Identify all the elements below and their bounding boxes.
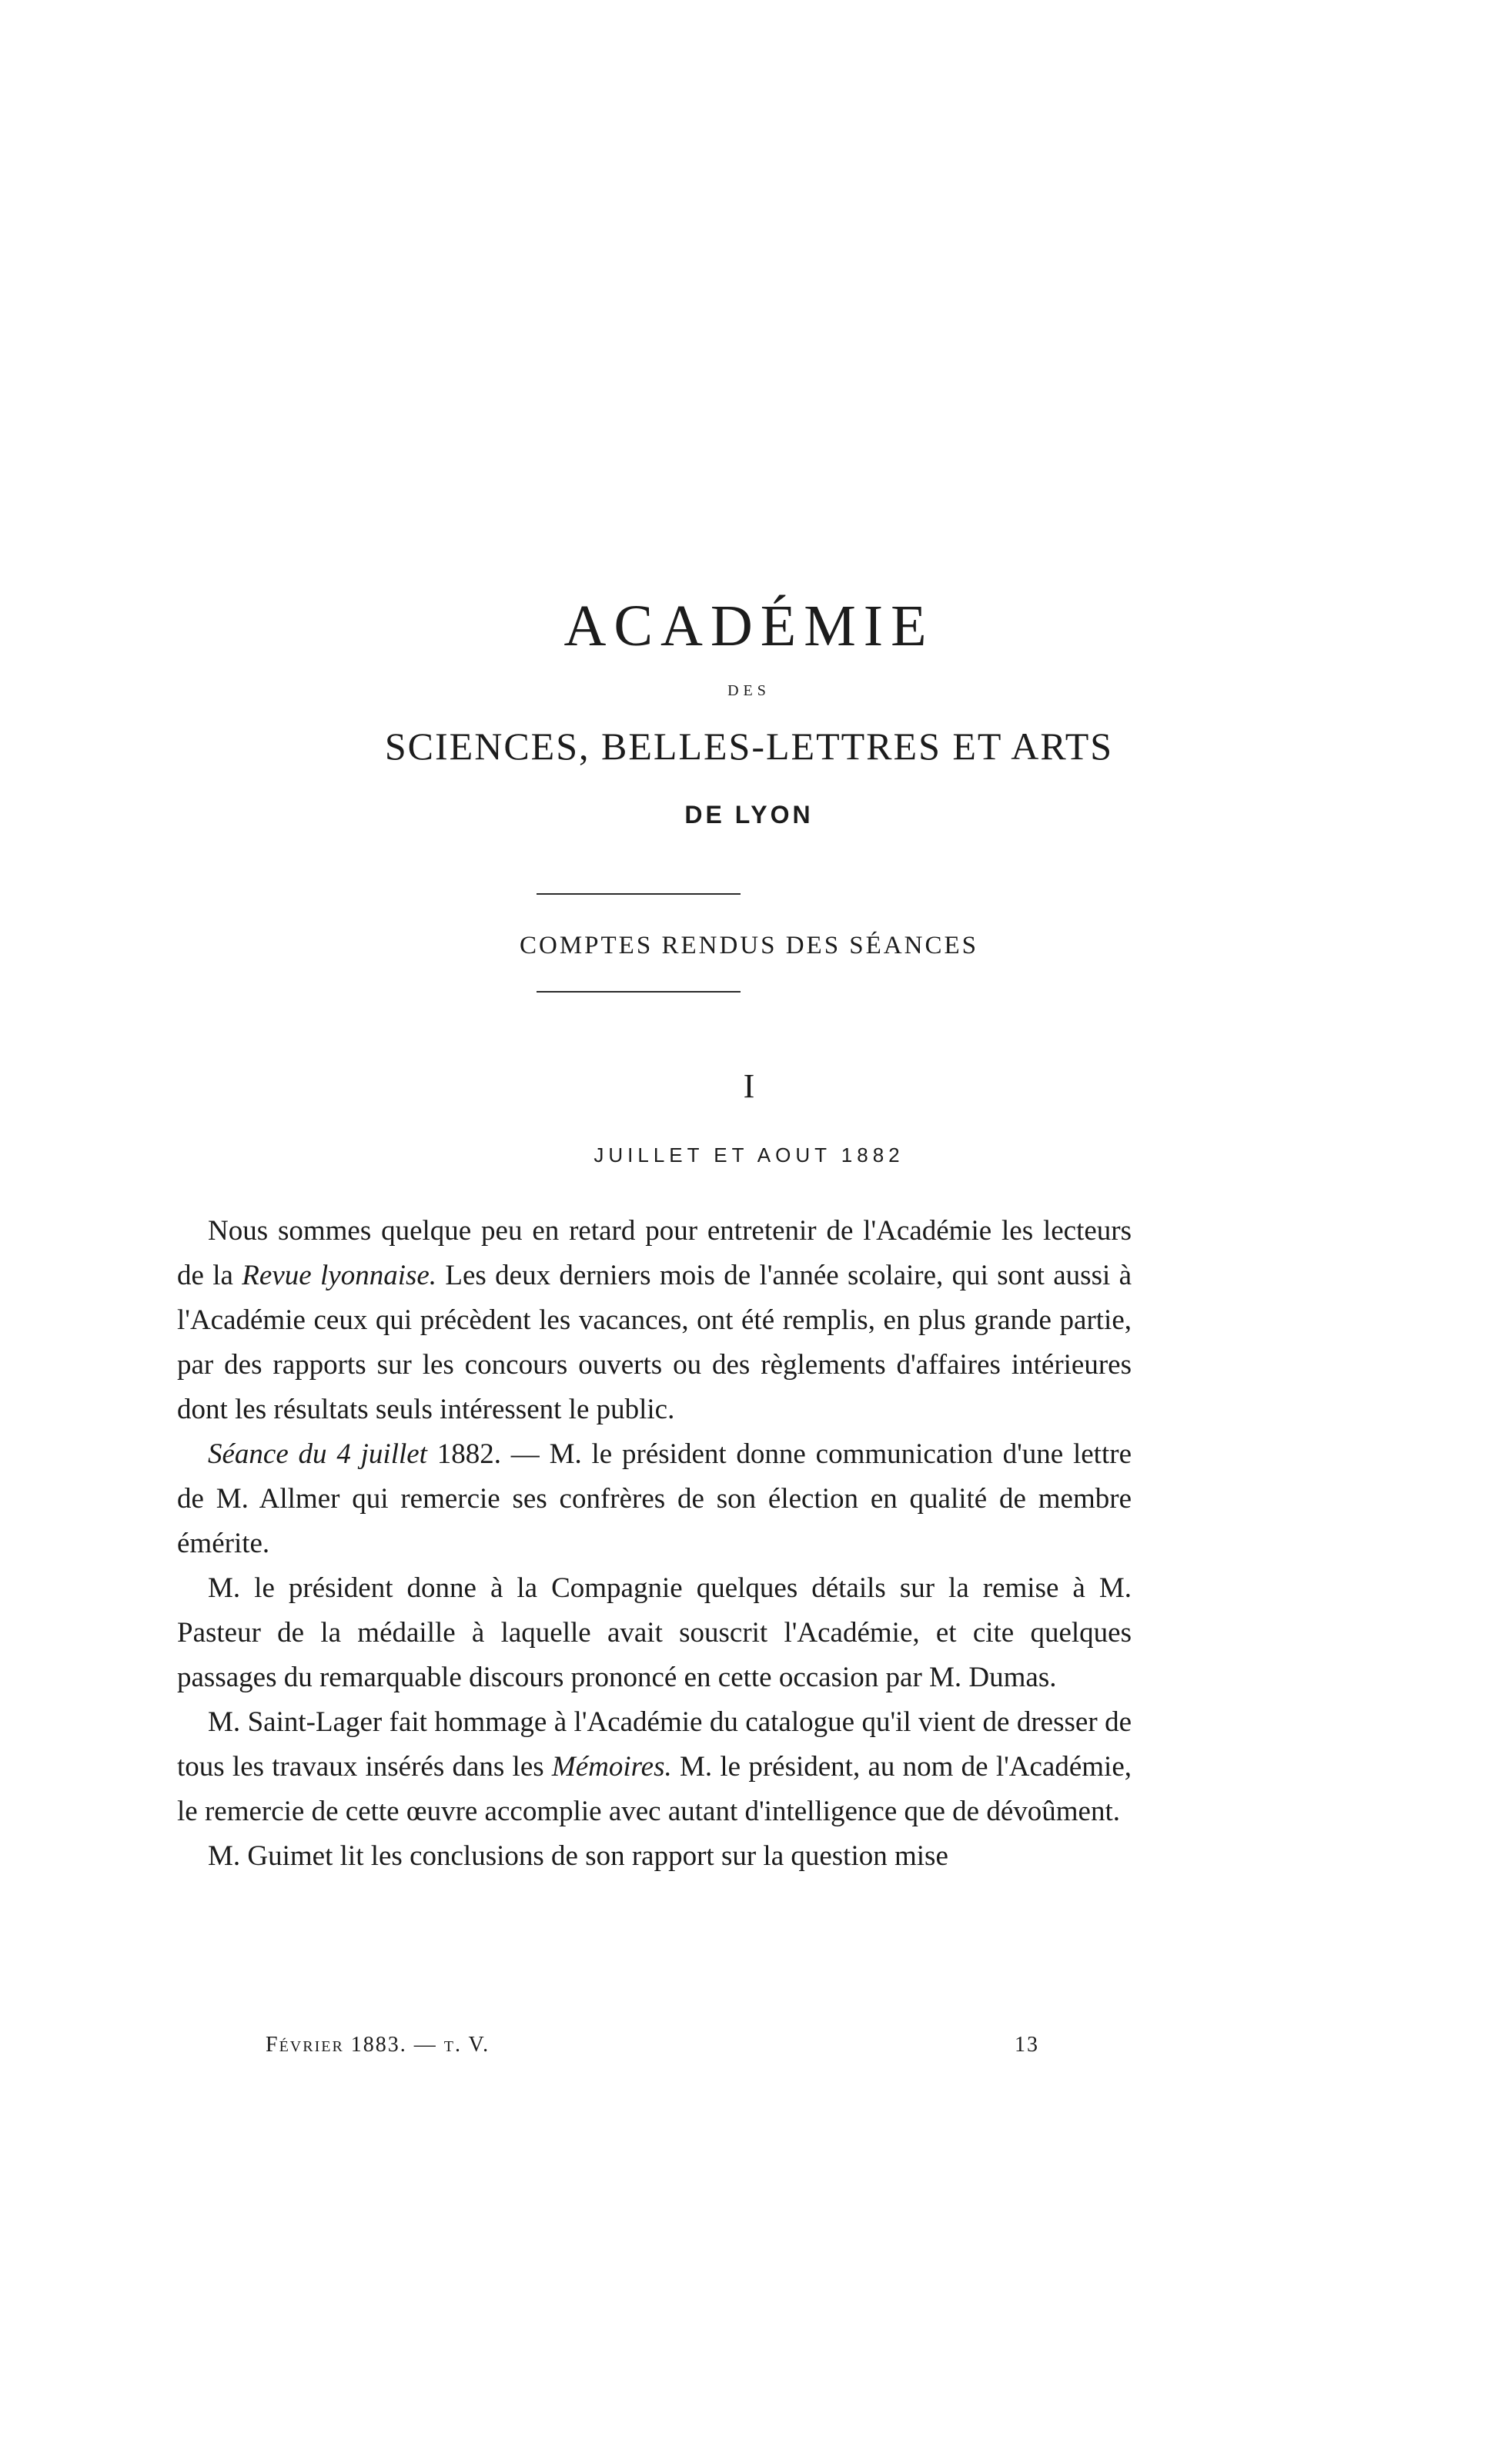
paragraph (177, 1834, 1132, 1879)
italic-text: Séance du 4 juillet (208, 1438, 427, 1470)
section-header: COMPTES RENDUS DES SÉANCES (519, 932, 978, 959)
text-run: M. le président donne à la Compagnie quelques détails sur la remise à M. Pasteur de la médaille à laquelle avait souscrit l'Académie, et cite quelques passages du remarquable discours prononcé en cette occasion par M. Dumas. (177, 1572, 1132, 1693)
text-run: M. Saint-Lager fait hommage à l'Académie du catalogue qu'il vient de dresser de tous les travaux insérés dans les (177, 1706, 1132, 1783)
chapter-numeral: I (743, 1067, 755, 1105)
italic-text: Revue lyonnaise. (242, 1260, 437, 1291)
divider-top (537, 893, 741, 895)
divider-bottom (537, 991, 741, 993)
title-connector: DES (727, 682, 771, 699)
paragraph (177, 1566, 1132, 1700)
paragraph (177, 1700, 1132, 1834)
page-number: 13 (1015, 2033, 1039, 2057)
text-run: M. Guimet lit les conclusions de son rapport sur la question mise (208, 1840, 948, 1872)
italic-text: Mémoires. (551, 1751, 672, 1783)
page-subtitle: SCIENCES, BELLES-LETTRES ET ARTS (384, 725, 1114, 768)
text-run: 1882. — M. le président donne communication d'une lettre de M. Allmer qui remercie ses confrères de son élection en qualité de membre émérite. (177, 1438, 1132, 1559)
text-run: M. le président, au nom de l'Académie, le remercie de cette œuvre accomplie avec autant d'intelligence que de dévoûment. (177, 1751, 1132, 1827)
page-city: DE LYON (684, 801, 814, 829)
page-title: ACADÉMIE (563, 594, 935, 658)
text-run: Les deux derniers mois de l'année scolaire, qui sont aussi à l'Académie ceux qui précèdent les vacances, ont été remplis, en plus grande partie, par des rapports sur les concours ouverts ou des règlements d'affaires intérieures dont les résultats seuls intéressent le public. (177, 1260, 1132, 1425)
paragraph (177, 1432, 1132, 1566)
text-run: Nous sommes quelque peu en retard pour entretenir de l'Académie les lecteurs de la (177, 1215, 1132, 1291)
body-text (177, 1209, 1132, 1879)
dateline: JUILLET ET AOUT 1882 (594, 1143, 904, 1167)
footer-issue: Février 1883. — t. V. (266, 2033, 490, 2057)
paragraph (177, 1209, 1132, 1432)
